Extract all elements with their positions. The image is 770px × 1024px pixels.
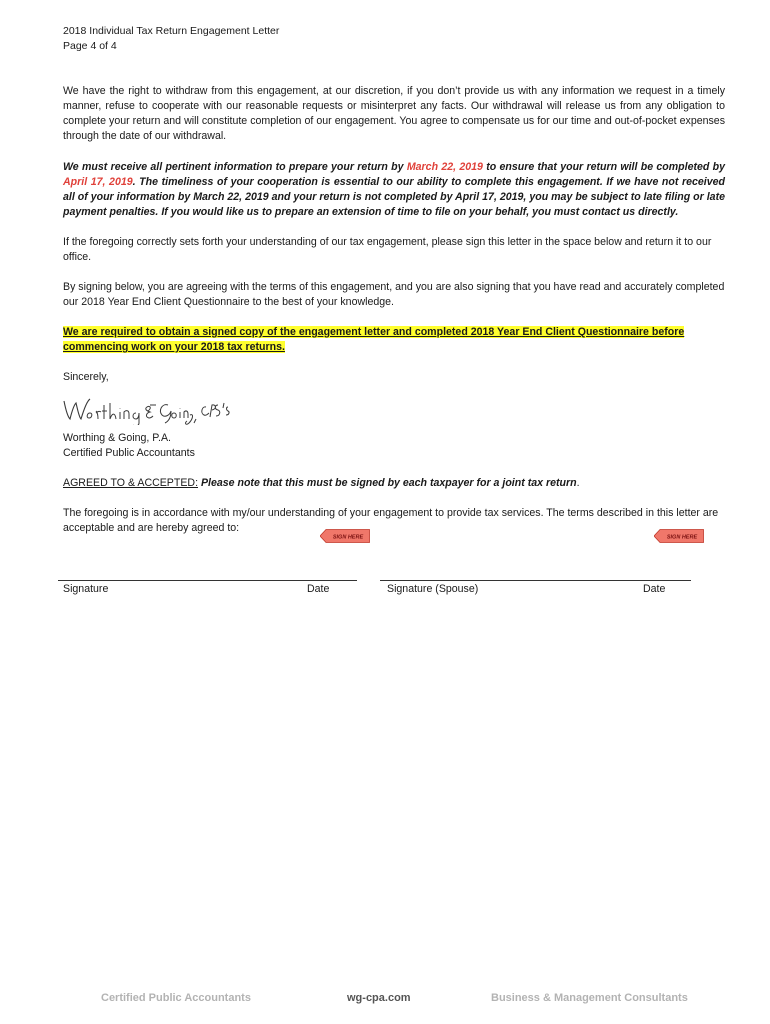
joint-return-note: Please note that this must be signed by each taxpayer for a joint tax return bbox=[200, 477, 577, 489]
deadline-text-1: We must receive all pertinent information to prepare your return by bbox=[63, 161, 407, 173]
signature-line[interactable] bbox=[58, 580, 357, 581]
page-number: Page 4 of 4 bbox=[63, 40, 117, 52]
required-notice-text: We are required to obtain a signed copy of the engagement letter and completed 2018 Year End Client Questionnaire before commencing work on your 2018 tax returns. bbox=[63, 326, 685, 353]
deadline-date-complete: April 17, 2019 bbox=[63, 176, 133, 188]
firm-name: Worthing & Going, P.A. bbox=[63, 432, 171, 444]
sign-here-label-1: SIGN HERE bbox=[332, 534, 364, 541]
agreed-line bbox=[63, 476, 725, 491]
agreed-period: . bbox=[576, 477, 580, 489]
sign-here-label-2: SIGN HERE bbox=[666, 534, 698, 541]
page-header bbox=[63, 24, 279, 54]
signature-label: Signature bbox=[63, 583, 109, 595]
withdrawal-paragraph: We have the right to withdraw from this engagement, at our discretion, if you don’t provide us with any information we request in a timely manner, refuse to cooperate with our reasonable requests or misinterpret any facts. Our withdrawal will release us from any obligation to complete your return and will constitute completion of our engagement. You agree to compensate us for our time and out-of-pocket expenses through the date of our withdrawal. bbox=[63, 85, 725, 142]
firm-handwritten-signature bbox=[60, 393, 240, 425]
deadline-paragraph bbox=[63, 160, 725, 220]
footer-left: Certified Public Accountants bbox=[101, 992, 251, 1004]
foregoing-paragraph: If the foregoing correctly sets forth your understanding of our tax engagement, please sign this letter in the space below and return it to our office. bbox=[63, 236, 712, 263]
document-title: 2018 Individual Tax Return Engagement Letter bbox=[63, 25, 280, 37]
required-notice bbox=[63, 325, 725, 355]
deadline-text-3: . The timeliness of your cooperation is essential to our ability to complete this engagement. If we have not received all of your information by March 22, 2019 and your return is not completed by April 17, 2019, you may be subject to late filing or late payment penalties. If you would like us to prepare an extension of time to file on your behalf, you must contact us directly. bbox=[63, 176, 725, 218]
deadline-date-info: March 22, 2019 bbox=[406, 161, 483, 173]
spouse-signature-line[interactable] bbox=[380, 580, 691, 581]
spouse-date-label: Date bbox=[643, 583, 666, 595]
accordance-paragraph: The foregoing is in accordance with my/our understanding of your engagement to provide tax services. The terms described in this letter are acceptable and are hereby agreed to: bbox=[63, 507, 719, 534]
agreed-label: AGREED TO & ACCEPTED: bbox=[63, 477, 199, 489]
firm-title: Certified Public Accountants bbox=[63, 447, 195, 459]
footer-website: wg-cpa.com bbox=[347, 992, 411, 1004]
closing: Sincerely, bbox=[63, 371, 109, 383]
date-label: Date bbox=[307, 583, 330, 595]
sign-here-flag-2[interactable] bbox=[654, 529, 704, 543]
sign-here-flag-1[interactable] bbox=[320, 529, 370, 543]
deadline-text-2: to ensure that your return will be completed by bbox=[482, 161, 725, 173]
footer-right: Business & Management Consultants bbox=[491, 992, 688, 1004]
firm-block bbox=[63, 431, 725, 461]
spouse-signature-label: Signature (Spouse) bbox=[387, 583, 479, 595]
signing-paragraph: By signing below, you are agreeing with the terms of this engagement, and you are also signing that you have read and accurately completed our 2018 Year End Client Questionnaire to the best of your knowledge. bbox=[63, 281, 725, 308]
